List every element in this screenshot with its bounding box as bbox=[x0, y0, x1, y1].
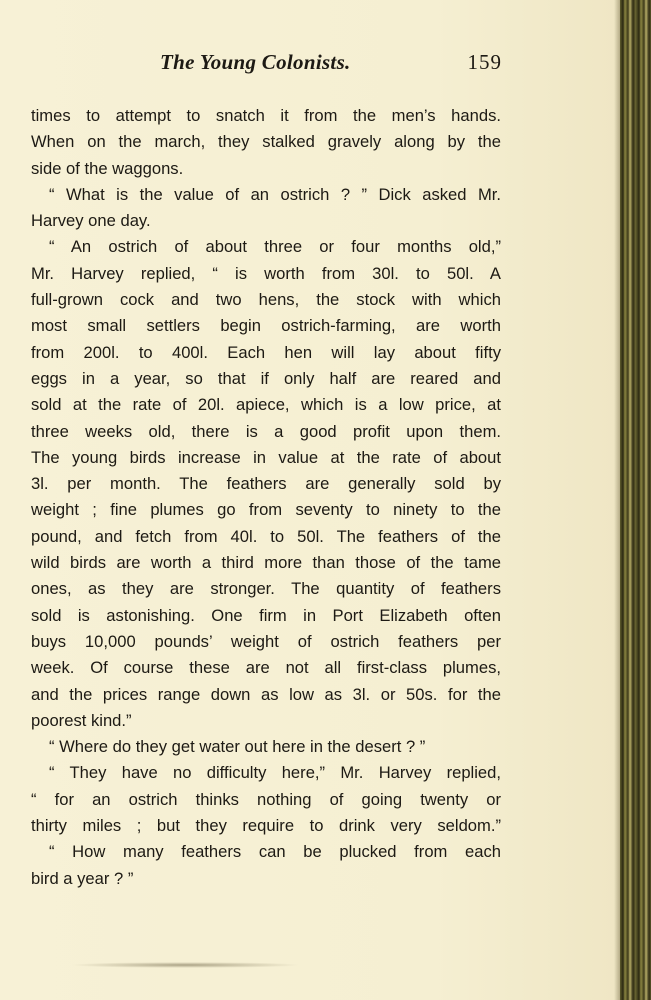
text-line: buys 10,000 pounds’ weight of ostrich feathers per bbox=[31, 631, 501, 651]
text-line: wild birds are worth a third more than those of the tame bbox=[31, 553, 501, 573]
text-line: side of the waggons. bbox=[31, 158, 184, 178]
text-line: “ for an ostrich thinks nothing of going twenty or bbox=[31, 789, 501, 809]
text-line: full-grown cock and two hens, the stock with which bbox=[31, 290, 501, 310]
text-line: “ How many feathers can be plucked from each bbox=[49, 842, 501, 862]
text-line: Harvey one day. bbox=[31, 211, 151, 231]
text-line: pound, and fetch from 40l. to 50l. The feathers of the bbox=[31, 526, 501, 546]
text-line: weight ; fine plumes go from seventy to ninety to the bbox=[31, 500, 501, 520]
text-line: bird a year ? ” bbox=[31, 868, 134, 888]
text-line: 3l. per month. The feathers are generally sold by bbox=[31, 474, 501, 494]
text-line: and the prices range down as low as 3l. or 50s. for the bbox=[31, 684, 501, 704]
body-text bbox=[31, 103, 501, 892]
text-line: week. Of course these are not all first-class plumes, bbox=[31, 658, 501, 678]
text-line: “ They have no difficulty here,” Mr. Harvey replied, bbox=[49, 763, 501, 783]
running-head bbox=[30, 50, 502, 80]
text-line: sold is astonishing. One firm in Port Elizabeth often bbox=[31, 605, 501, 625]
text-line: most small settlers begin ostrich-farming, are worth bbox=[31, 316, 501, 336]
text-line: “ What is the value of an ostrich ? ” Dick asked Mr. bbox=[49, 184, 501, 204]
text-line: from 200l. to 400l. Each hen will lay about fifty bbox=[31, 342, 501, 362]
text-line: When on the march, they stalked gravely along by the bbox=[31, 132, 501, 152]
page-number: 159 bbox=[467, 50, 502, 74]
text-line: “ An ostrich of about three or four months old,” bbox=[49, 237, 501, 257]
text-line: The young birds increase in value at the rate of about bbox=[31, 447, 501, 467]
text-line: sold at the rate of 20l. apiece, which is a low price, at bbox=[31, 395, 501, 415]
text-line: times to attempt to snatch it from the men’s hands. bbox=[31, 106, 501, 125]
text-line: thirty miles ; but they require to drink very seldom.” bbox=[31, 816, 501, 836]
text-line: “ Where do they get water out here in the desert ? ” bbox=[49, 737, 426, 757]
book-spine bbox=[620, 0, 651, 1000]
running-head-title: The Young Colonists. bbox=[160, 50, 351, 74]
print-smudge bbox=[70, 962, 300, 968]
text-line: three weeks old, there is a good profit upon them. bbox=[31, 421, 501, 441]
text-line: Mr. Harvey replied, “ is worth from 30l. to 50l. A bbox=[31, 263, 501, 283]
text-line: ones, as they are stronger. The quantity of feathers bbox=[31, 579, 501, 599]
text-line: poorest kind.” bbox=[31, 710, 132, 730]
text-line: eggs in a year, so that if only half are reared and bbox=[31, 368, 501, 388]
